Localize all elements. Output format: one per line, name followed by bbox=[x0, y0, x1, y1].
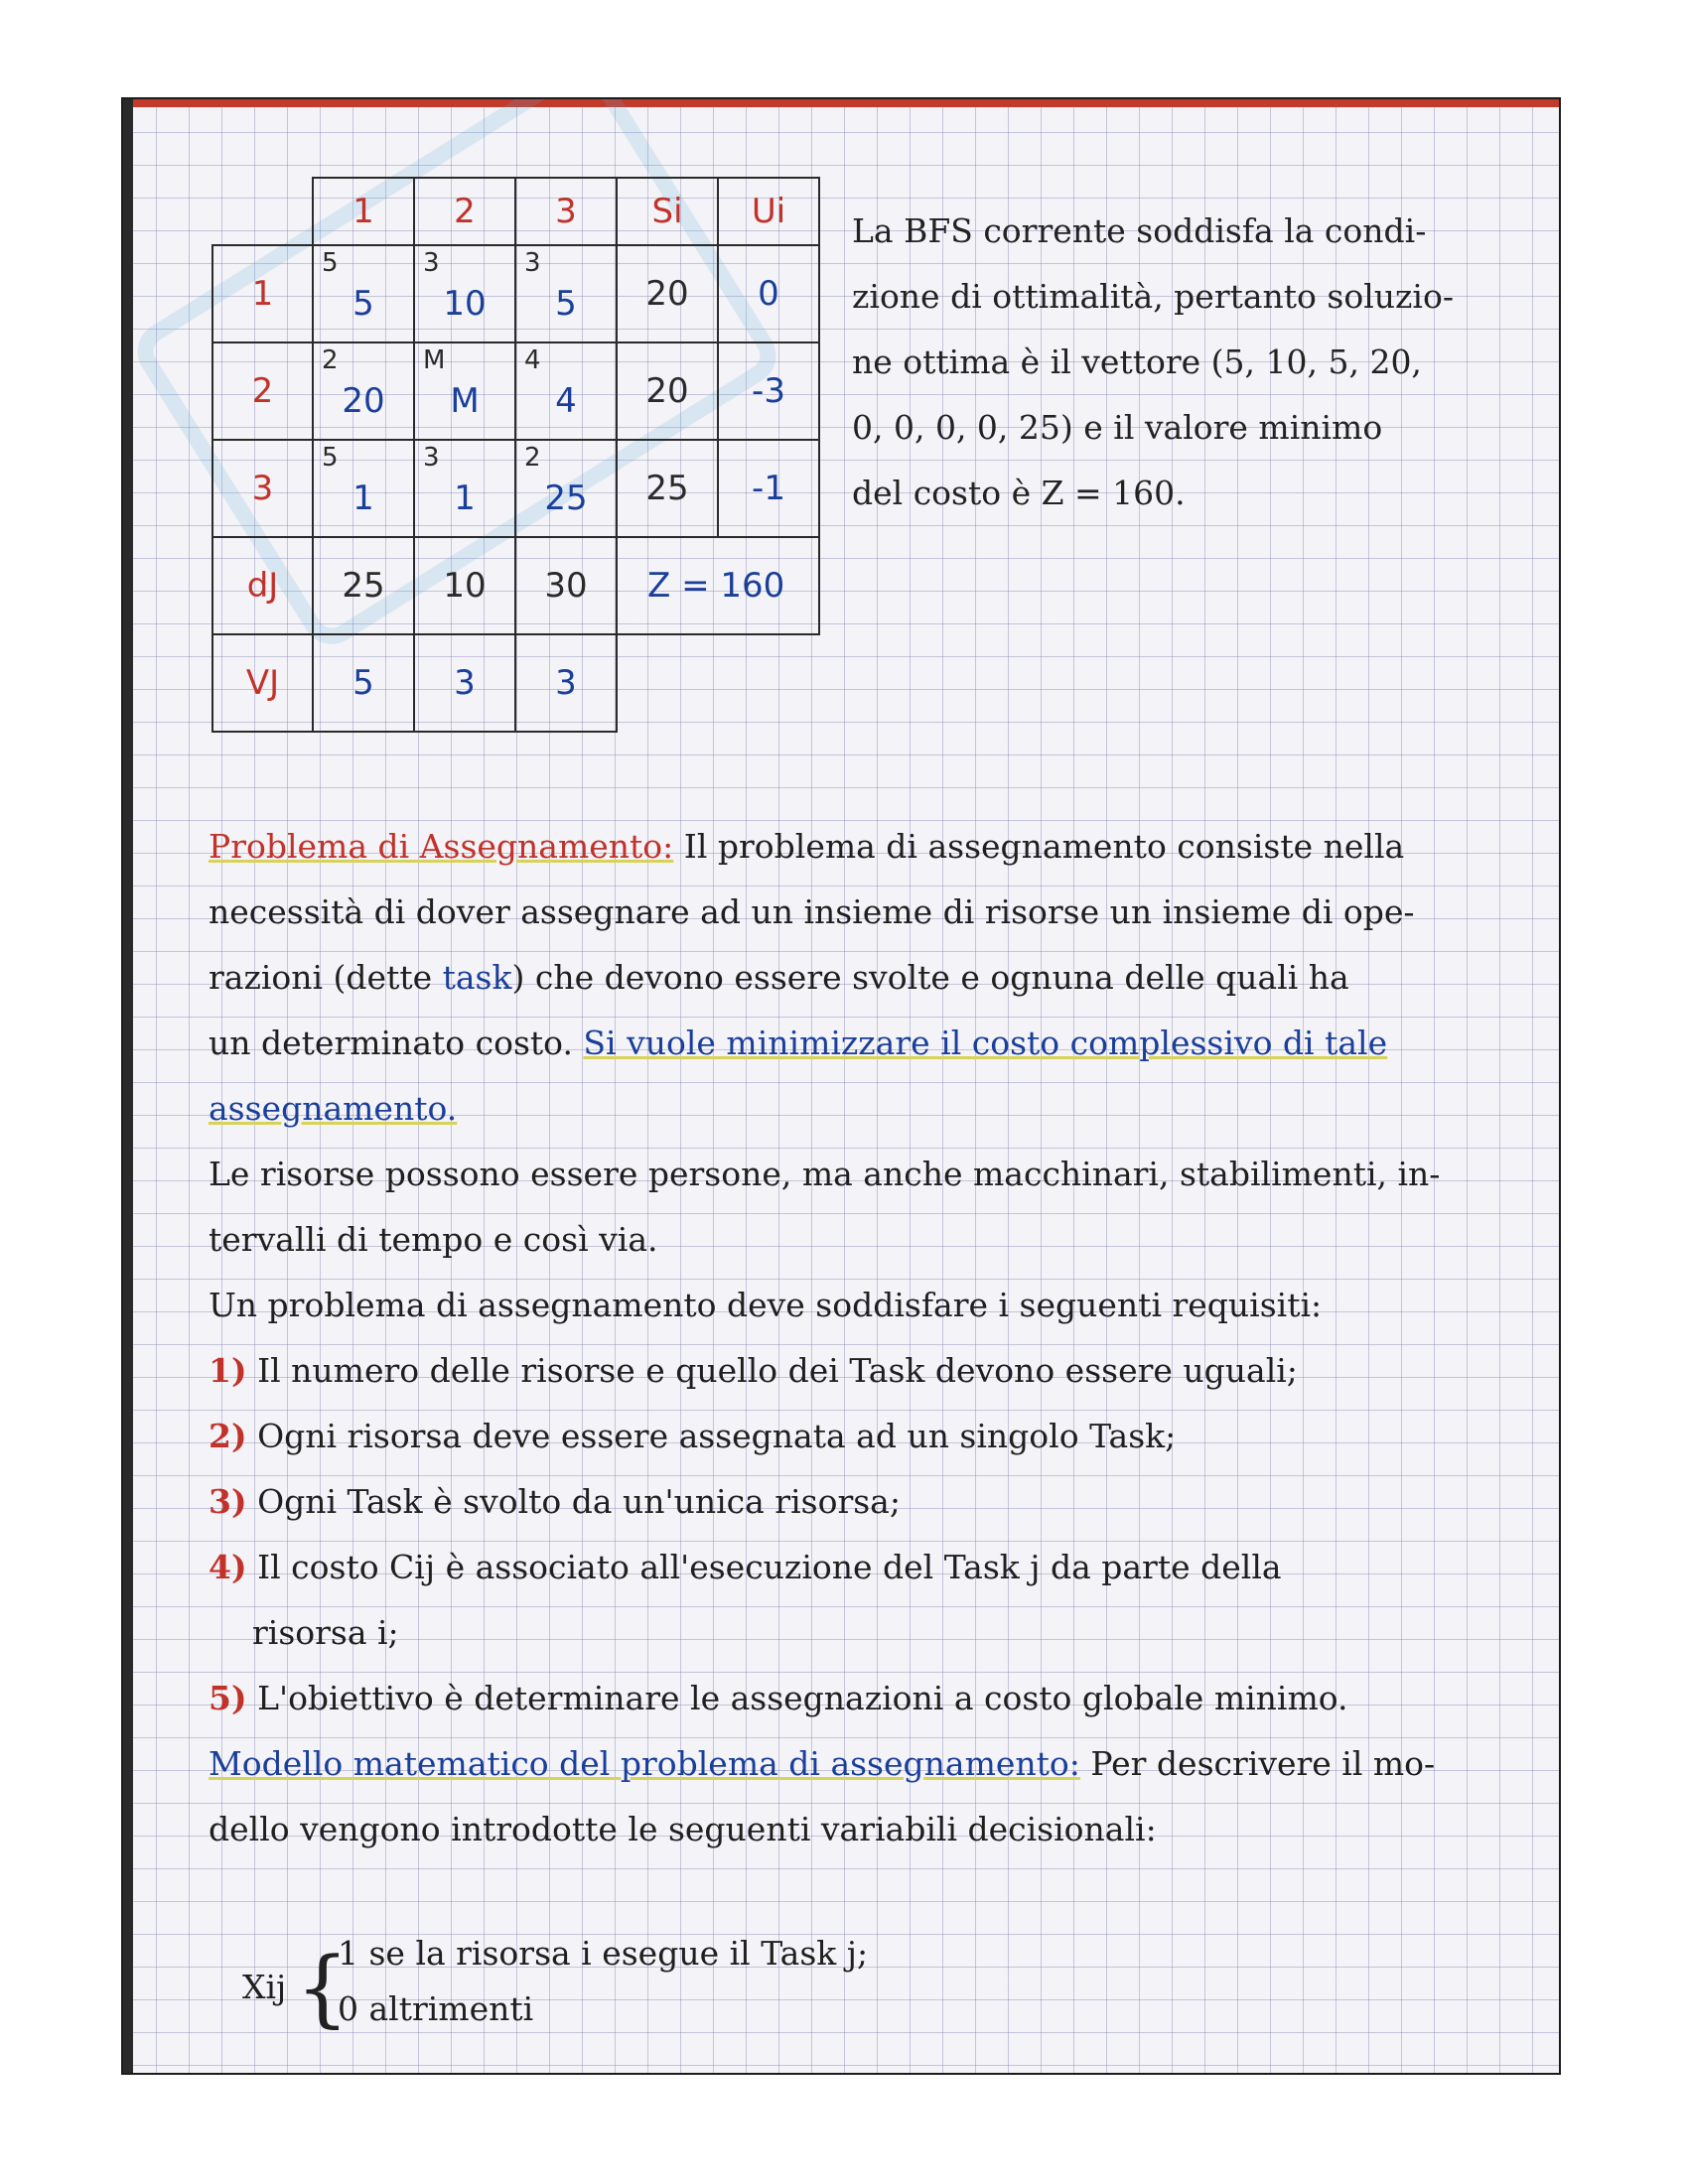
text-span: ) che devono essere svolte e ognuna delle quali ha bbox=[511, 958, 1349, 997]
task-term: task bbox=[442, 958, 512, 997]
tableau-cell bbox=[414, 245, 515, 342]
section-title: Modello matematico del problema di assegnamento: bbox=[209, 1744, 1080, 1783]
tableau-supply: 20 bbox=[617, 342, 718, 440]
cell-cost: 2 bbox=[322, 345, 339, 375]
cell-cost: 2 bbox=[524, 443, 541, 473]
tableau-header-row bbox=[212, 178, 819, 245]
tableau-cell bbox=[515, 245, 617, 342]
tableau-col-header: 2 bbox=[414, 178, 515, 245]
tableau-col-header: Si bbox=[617, 178, 718, 245]
cell-value: 10 bbox=[443, 284, 487, 324]
tableau-ui: -1 bbox=[718, 440, 819, 537]
tableau-col-header: Ui bbox=[718, 178, 819, 245]
tableau-row-label: 3 bbox=[212, 440, 313, 537]
requirement-item bbox=[209, 1535, 1539, 1600]
cell-cost: 5 bbox=[322, 248, 339, 278]
dj-value: 30 bbox=[515, 537, 617, 634]
decision-variable-formula bbox=[242, 1934, 937, 2053]
text-line: Le risorse possono essere persone, ma anche macchinari, stabilimenti, in- bbox=[209, 1155, 1441, 1193]
dj-value: 10 bbox=[414, 537, 515, 634]
tableau-cell bbox=[414, 440, 515, 537]
note-line: 0, 0, 0, 0, 25) e il valore minimo bbox=[852, 408, 1383, 447]
requirement-item bbox=[209, 1338, 1539, 1404]
cell-cost: 4 bbox=[524, 345, 541, 375]
cell-value: 5 bbox=[352, 284, 374, 324]
text-line: tervalli di tempo e così via. bbox=[209, 1220, 658, 1259]
highlighted-text: Si vuole minimizzare il costo complessivo di tale bbox=[583, 1024, 1388, 1062]
transport-tableau bbox=[211, 177, 820, 733]
tableau-cell bbox=[313, 440, 414, 537]
tableau-supply: 20 bbox=[617, 245, 718, 342]
note-line: zione di ottimalità, pertanto soluzio- bbox=[852, 277, 1454, 316]
tableau-row-label: 2 bbox=[212, 342, 313, 440]
text-line bbox=[209, 1011, 1539, 1076]
cell-cost: 3 bbox=[524, 248, 541, 278]
requirement-item bbox=[209, 1404, 1539, 1469]
cell-value: 4 bbox=[555, 381, 577, 421]
cell-value: 25 bbox=[544, 478, 588, 518]
note-line: ne ottima è il vettore (5, 10, 5, 20, bbox=[852, 342, 1422, 381]
requirement-number: 3) bbox=[209, 1482, 247, 1521]
requirement-text: L'obiettivo è determinare le assegnazioni a costo globale minimo. bbox=[257, 1679, 1348, 1717]
text-line: dello vengono introdotte le seguenti variabili decisionali: bbox=[209, 1810, 1157, 1848]
cell-value: 1 bbox=[352, 478, 374, 518]
cell-value: 20 bbox=[342, 381, 385, 421]
formula-case: 0 altrimenti bbox=[338, 1989, 534, 2028]
cell-value: 5 bbox=[555, 284, 577, 324]
requirement-text: Il costo Cij è associato all'esecuzione del Task j da parte della bbox=[257, 1548, 1282, 1586]
cell-cost: M bbox=[423, 345, 446, 375]
formula-case: 1 se la risorsa i esegue il Task j; bbox=[338, 1934, 869, 1973]
tableau-supply: 25 bbox=[617, 440, 718, 537]
tableau-empty bbox=[617, 634, 718, 732]
requirement-item bbox=[209, 1666, 1539, 1731]
requirement-item bbox=[209, 1600, 1539, 1666]
cell-cost: 5 bbox=[322, 443, 339, 473]
text-line bbox=[209, 814, 1539, 880]
text-span: Per descrivere il mo- bbox=[1090, 1744, 1436, 1783]
text-span: Il problema di assegnamento consiste nella bbox=[683, 827, 1405, 866]
tableau-cell bbox=[515, 342, 617, 440]
requirement-number: 4) bbox=[209, 1548, 247, 1586]
optimality-note bbox=[852, 199, 1537, 526]
vj-value: 5 bbox=[313, 634, 414, 732]
tableau-corner bbox=[212, 178, 313, 245]
text-line bbox=[209, 1731, 1539, 1797]
tableau-cell bbox=[515, 440, 617, 537]
tableau-cell bbox=[313, 245, 414, 342]
requirement-number: 2) bbox=[209, 1417, 247, 1455]
text-line: Un problema di assegnamento deve soddisfare i seguenti requisiti: bbox=[209, 1286, 1323, 1324]
requirement-number: 5) bbox=[209, 1679, 247, 1717]
vj-value: 3 bbox=[515, 634, 617, 732]
tableau-col-header: 3 bbox=[515, 178, 617, 245]
tableau-vj-row bbox=[212, 634, 819, 732]
text-line bbox=[209, 1076, 1539, 1142]
cell-cost: 3 bbox=[423, 248, 440, 278]
cell-value: M bbox=[450, 381, 480, 421]
text-span: un determinato costo. bbox=[209, 1024, 584, 1062]
section-title: Problema di Assegnamento: bbox=[209, 827, 674, 866]
cell-value: 1 bbox=[454, 478, 476, 518]
cell-cost: 3 bbox=[423, 443, 440, 473]
requirement-text: Il numero delle risorse e quello dei Task devono essere uguali; bbox=[257, 1351, 1298, 1390]
requirement-item bbox=[209, 1469, 1539, 1535]
vj-label: VJ bbox=[212, 634, 313, 732]
dj-label: dJ bbox=[212, 537, 313, 634]
tableau-cell bbox=[414, 342, 515, 440]
tableau-empty bbox=[718, 634, 819, 732]
dj-value: 25 bbox=[313, 537, 414, 634]
requirement-number: 1) bbox=[209, 1351, 247, 1390]
requirement-text: Ogni Task è svolto da un'unica risorsa; bbox=[257, 1482, 901, 1521]
notes-body bbox=[209, 814, 1539, 1862]
tableau-ui: -3 bbox=[718, 342, 819, 440]
note-line: del costo è Z = 160. bbox=[852, 474, 1186, 512]
tableau-dj-row bbox=[212, 537, 819, 634]
text-span: razioni (dette bbox=[209, 958, 443, 997]
tableau-row bbox=[212, 440, 819, 537]
tableau-row bbox=[212, 245, 819, 342]
objective-value: Z = 160 bbox=[617, 537, 819, 634]
highlighted-text: assegnamento. bbox=[209, 1089, 458, 1128]
tableau-cell bbox=[313, 342, 414, 440]
notebook-page bbox=[123, 99, 1559, 2073]
tableau-col-header: 1 bbox=[313, 178, 414, 245]
requirement-text: risorsa i; bbox=[252, 1613, 399, 1652]
brace-icon: { bbox=[296, 1939, 350, 2036]
tableau-row bbox=[212, 342, 819, 440]
text-line: necessità di dover assegnare ad un insieme di risorse un insieme di ope- bbox=[209, 892, 1415, 931]
text-line bbox=[209, 945, 1539, 1011]
tableau-ui: 0 bbox=[718, 245, 819, 342]
tableau-row-label: 1 bbox=[212, 245, 313, 342]
vj-value: 3 bbox=[414, 634, 515, 732]
note-line: La BFS corrente soddisfa la condi- bbox=[852, 211, 1427, 250]
requirement-text: Ogni risorsa deve essere assegnata ad un singolo Task; bbox=[257, 1417, 1177, 1455]
variable-name: Xij bbox=[242, 1968, 287, 2006]
